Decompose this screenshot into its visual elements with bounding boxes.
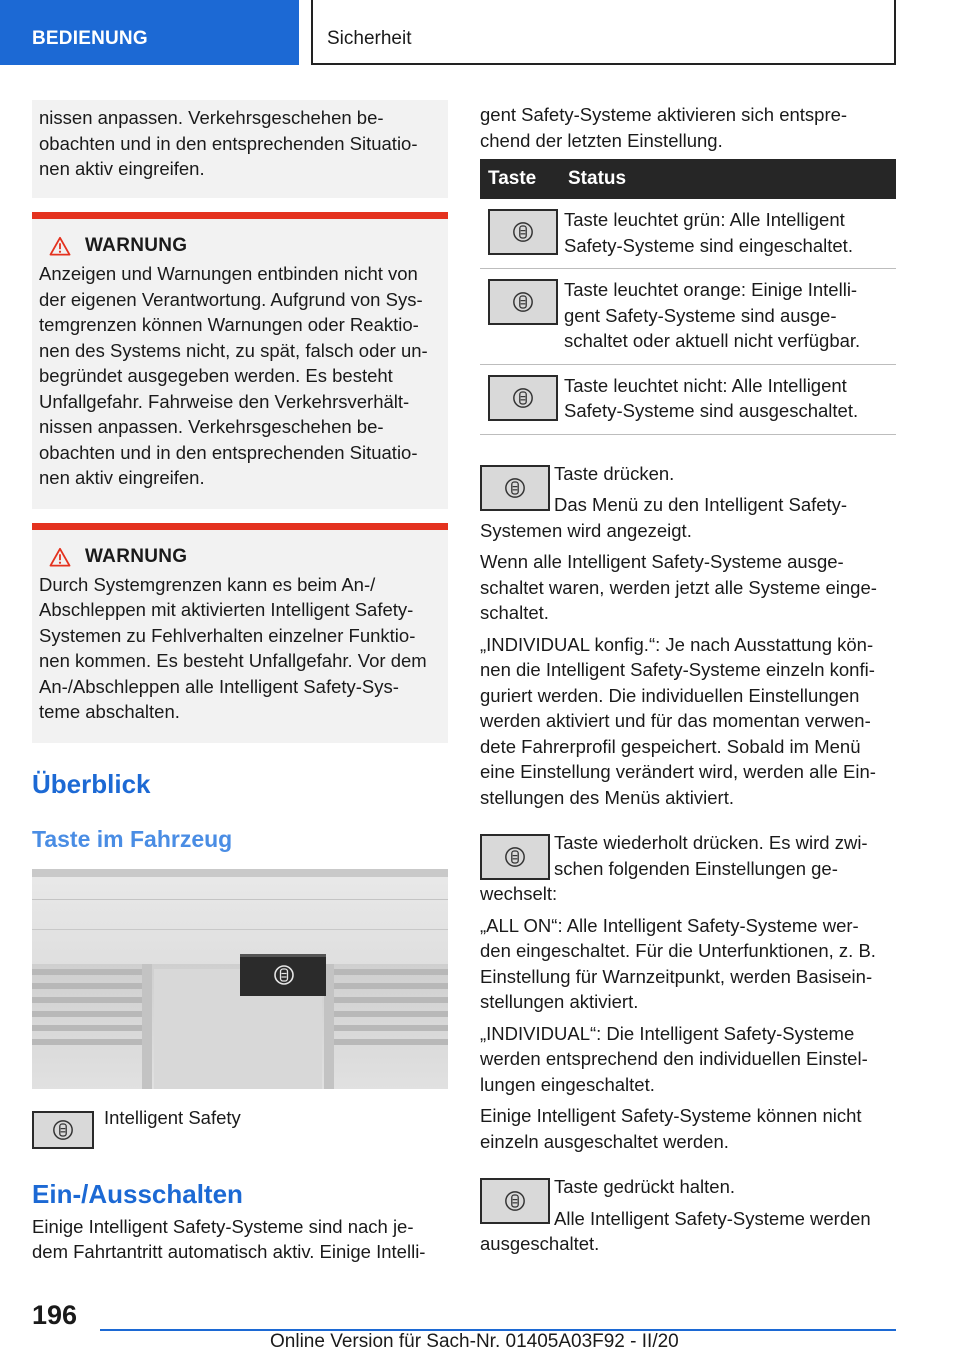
intelligent-safety-button-icon bbox=[32, 1111, 94, 1149]
text-line: nen aktiv eingreifen. bbox=[39, 467, 205, 488]
text-line: stellungen des Menüs aktiviert. bbox=[480, 786, 734, 808]
paragraph bbox=[480, 1103, 896, 1154]
text-line: nissen anpassen. Verkehrsgeschehen be- bbox=[39, 107, 384, 128]
warning-label: WARNUNG bbox=[85, 545, 188, 567]
warning-triangle-icon bbox=[49, 236, 71, 256]
safety-button-icon bbox=[480, 465, 550, 511]
button-orange-icon bbox=[488, 279, 558, 325]
safety-icon bbox=[504, 846, 526, 868]
warning-title bbox=[49, 235, 440, 257]
text-line: Wenn alle Intelligent Safety-Systeme ausge- bbox=[480, 551, 844, 572]
status-line: Taste leuchtet orange: Einige Intelli- bbox=[564, 279, 858, 300]
chapter-title: Sicherheit bbox=[327, 28, 412, 49]
paragraph bbox=[480, 549, 896, 626]
safety-button-icon bbox=[480, 1178, 550, 1224]
safety-icon bbox=[512, 291, 534, 313]
text-line: nissen anpassen. Verkehrsgeschehen be- bbox=[39, 416, 384, 437]
status-table bbox=[480, 159, 896, 435]
warning-triangle-icon bbox=[49, 547, 71, 567]
status-line: Taste leuchtet grün: Alle Intelligent bbox=[564, 209, 845, 230]
text-line: obachten und in den entsprechenden Situatio- bbox=[39, 132, 418, 154]
column-header-status: Status bbox=[560, 159, 896, 199]
button-off-icon bbox=[488, 375, 558, 421]
text-line: ausgeschaltet. bbox=[480, 1233, 600, 1254]
paragraph bbox=[480, 913, 896, 1015]
text-line: Systemen wird angezeigt. bbox=[480, 519, 692, 541]
text-line: temgrenzen können Warnungen oder Reaktio- bbox=[39, 314, 419, 335]
text-line: lungen eingeschaltet. bbox=[480, 1073, 655, 1095]
button-caption: Intelligent Safety bbox=[104, 1106, 241, 1128]
text-line: begründet ausgegeben werden. Es besteht bbox=[39, 365, 393, 386]
text-line: Taste drücken. bbox=[554, 462, 675, 484]
status-line: gent Safety-Systeme sind ausge- bbox=[564, 304, 837, 326]
column-header-button: Taste bbox=[480, 159, 560, 199]
text-line: Taste wiederholt drücken. Es wird zwi- bbox=[554, 832, 868, 853]
safety-icon bbox=[504, 1190, 526, 1212]
button-green-icon bbox=[488, 209, 558, 255]
heading-button-in-vehicle: Taste im Fahrzeug bbox=[32, 825, 233, 852]
heading-overview: Überblick bbox=[32, 768, 151, 799]
text-line: stellungen aktiviert. bbox=[480, 991, 639, 1012]
table-row bbox=[480, 199, 896, 269]
console-illustration bbox=[32, 869, 448, 1089]
status-line: Taste leuchtet nicht: Alle Intelligent bbox=[564, 374, 847, 396]
safety-icon bbox=[52, 1119, 74, 1141]
text-line: „ALL ON“: Alle Intelligent Safety-Systeme wer- bbox=[480, 914, 859, 936]
text-line: dete Fahrerprofil gespeichert. Sobald im Menü bbox=[480, 735, 861, 757]
heading-on-off: Ein-/Ausschalten bbox=[32, 1178, 243, 1209]
text-line: „INDIVIDUAL“: Die Intelligent Safety-Systeme bbox=[480, 1022, 855, 1044]
text-line: An-/Abschleppen alle Intelligent Safety-Sys- bbox=[39, 675, 399, 697]
text-line: schaltet. bbox=[480, 602, 549, 623]
status-line: Safety-Systeme sind eingeschaltet. bbox=[564, 234, 853, 256]
text-line: einzeln ausgeschaltet werden. bbox=[480, 1130, 729, 1152]
paragraph bbox=[480, 632, 896, 811]
text-line: teme abschalten. bbox=[39, 701, 180, 722]
text-line: Einige Intelligent Safety-Systeme sind nach je- bbox=[32, 1215, 414, 1237]
chapter-tab bbox=[311, 0, 896, 65]
step-press bbox=[480, 461, 896, 544]
section-tab bbox=[0, 0, 299, 65]
text-line: werden aktiviert und für das momentan verwen- bbox=[480, 710, 871, 731]
text-line: Einstellung für Warnzeitpunkt, werden Basisein- bbox=[480, 965, 873, 987]
warning-title bbox=[49, 546, 440, 568]
paragraph bbox=[480, 1021, 896, 1098]
left-column bbox=[32, 100, 448, 1265]
step-press-repeatedly bbox=[480, 830, 896, 907]
text-line: nen aktiv eingreifen. bbox=[39, 158, 205, 179]
text-line: „INDIVIDUAL konfig.“: Je nach Ausstattung kön- bbox=[480, 633, 874, 655]
vehicle-console-photo bbox=[32, 869, 448, 1089]
text-line: Systemen zu Fehlverhalten einzelner Funktio- bbox=[39, 624, 416, 646]
status-line: schaltet oder aktuell nicht verfügbar. bbox=[564, 330, 861, 351]
section-title: BEDIENUNG bbox=[32, 28, 148, 49]
text-line: nen die Intelligent Safety-Systeme einzeln konfi- bbox=[480, 659, 875, 680]
text-line: schen folgenden Einstellungen ge- bbox=[554, 857, 838, 879]
safety-icon bbox=[512, 221, 534, 243]
text-line: den eingeschaltet. Für die Unterfunktionen, z. B. bbox=[480, 940, 876, 961]
page-number: 196 bbox=[32, 1300, 78, 1330]
online-version-note: Online Version für Sach-Nr. 01405A03F92 - II/20 bbox=[270, 1331, 679, 1352]
text-line: guriert werden. Die individuellen Einstellungen bbox=[480, 684, 860, 706]
status-line: Safety-Systeme sind ausgeschaltet. bbox=[564, 400, 859, 421]
text-line: Einige Intelligent Safety-Systeme können nicht bbox=[480, 1105, 862, 1126]
button-legend bbox=[32, 1106, 448, 1149]
text-line: Anzeigen und Warnungen entbinden nicht von bbox=[39, 263, 418, 284]
text-line: Alle Intelligent Safety-Systeme werden bbox=[554, 1207, 871, 1229]
step-press-and-hold bbox=[480, 1174, 896, 1257]
text-line: Taste gedrückt halten. bbox=[554, 1176, 735, 1197]
warning-box-2 bbox=[32, 523, 448, 743]
text-line: nen des Systems nicht, zu spät, falsch oder un- bbox=[39, 339, 428, 361]
text-line: nen kommen. Es besteht Unfallgefahr. Vor dem bbox=[39, 650, 427, 671]
continued-warning-box bbox=[32, 100, 448, 198]
text-line: eine Einstellung verändert wird, werden alle Ein- bbox=[480, 761, 876, 782]
text-line: Das Menü zu den Intelligent Safety- bbox=[554, 494, 848, 515]
text-line: werden entsprechend den individuellen Einstel- bbox=[480, 1048, 868, 1069]
text-line: Durch Systemgrenzen kann es beim An-/ bbox=[39, 573, 376, 595]
text-line: dem Fahrtantritt automatisch aktiv. Einige Intelli- bbox=[32, 1241, 426, 1262]
text-line: Abschleppen mit aktivierten Intelligent Safety- bbox=[39, 599, 414, 620]
text-line: gent Safety-Systeme aktivieren sich entspre- bbox=[480, 104, 848, 125]
text-line: obachten und in den entsprechenden Situatio- bbox=[39, 441, 418, 463]
safety-icon bbox=[504, 477, 526, 499]
warning-label: WARNUNG bbox=[85, 235, 188, 256]
text-line: chend der letzten Einstellung. bbox=[480, 129, 723, 151]
text-line: wechselt: bbox=[480, 883, 558, 904]
text-line: Unfallgefahr. Fahrweise den Verkehrsverhält- bbox=[39, 390, 410, 412]
warning-box-1 bbox=[32, 212, 448, 509]
safety-icon bbox=[512, 387, 534, 409]
table-row bbox=[480, 364, 896, 434]
text-line: schaltet waren, werden jetzt alle Systeme einge- bbox=[480, 576, 877, 598]
table-row bbox=[480, 269, 896, 365]
text-line: der eigenen Verantwortung. Aufgrund von Sys- bbox=[39, 288, 423, 310]
table-header-row bbox=[480, 159, 896, 199]
right-column bbox=[480, 100, 896, 1257]
safety-button-icon bbox=[480, 834, 550, 880]
